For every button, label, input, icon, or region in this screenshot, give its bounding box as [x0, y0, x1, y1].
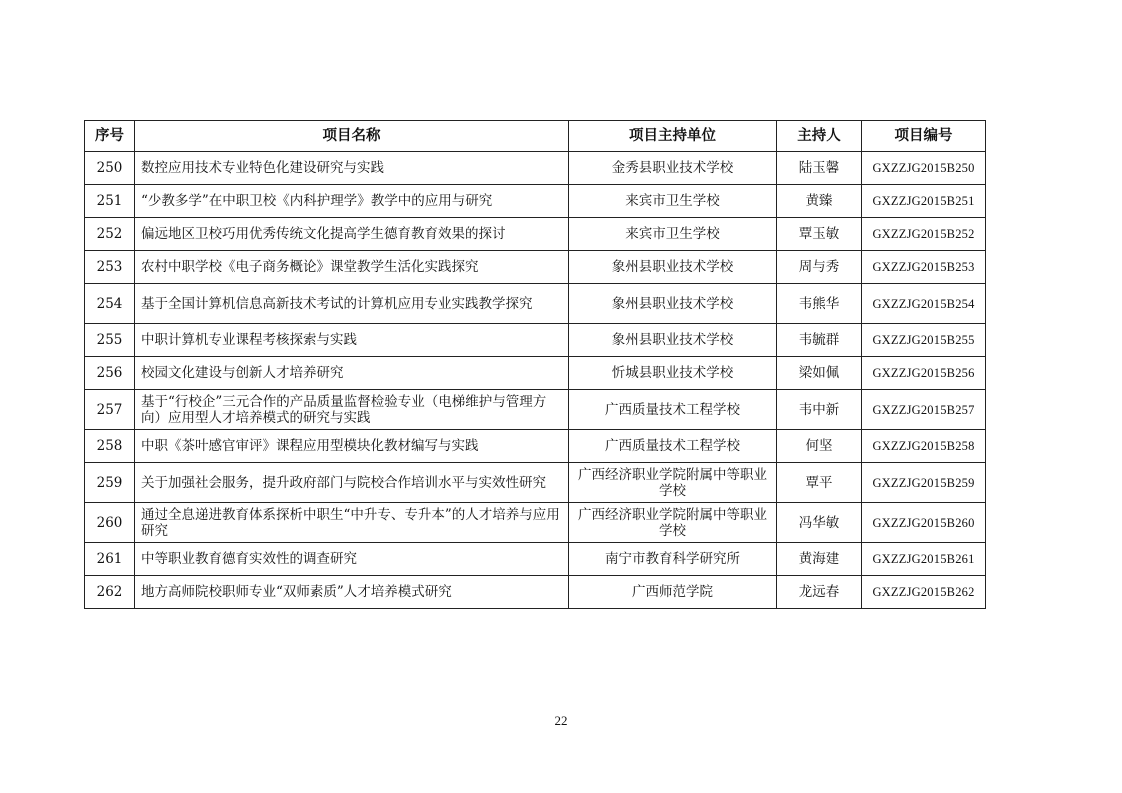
cell-no: 260: [85, 503, 135, 543]
cell-unit: 南宁市教育科学研究所: [569, 543, 777, 576]
table-row: [85, 503, 986, 543]
table-row: [85, 543, 986, 576]
header-name: 项目名称: [135, 121, 569, 152]
cell-unit: 忻城县职业技术学校: [569, 357, 777, 390]
cell-no: 257: [85, 390, 135, 430]
cell-unit: 广西质量技术工程学校: [569, 390, 777, 430]
cell-name: 中职《茶叶感官审评》课程应用型模块化教材编写与实践: [135, 430, 569, 463]
cell-host: 冯华敏: [777, 503, 862, 543]
cell-unit: 来宾市卫生学校: [569, 218, 777, 251]
cell-host: 覃平: [777, 463, 862, 503]
cell-no: 258: [85, 430, 135, 463]
cell-host: 黄臻: [777, 185, 862, 218]
cell-no: 254: [85, 284, 135, 324]
cell-name: 农村中职学校《电子商务概论》课堂教学生活化实践探究: [135, 251, 569, 284]
cell-code: GXZZJG2015B253: [862, 251, 986, 284]
table-row: [85, 218, 986, 251]
table-row: [85, 390, 986, 430]
page-number: 22: [554, 713, 568, 728]
cell-name: 偏远地区卫校巧用优秀传统文化提高学生德育教育效果的探讨: [135, 218, 569, 251]
cell-no: 250: [85, 152, 135, 185]
cell-host: 陆玉馨: [777, 152, 862, 185]
cell-name: 通过全息递进教育体系探析中职生“中升专、专升本”的人才培养与应用研究: [135, 503, 569, 543]
cell-name: 地方高师院校职师专业“双师素质”人才培养模式研究: [135, 576, 569, 609]
cell-no: 256: [85, 357, 135, 390]
cell-host: 覃玉敏: [777, 218, 862, 251]
cell-code: GXZZJG2015B250: [862, 152, 986, 185]
cell-code: GXZZJG2015B258: [862, 430, 986, 463]
table-row: [85, 284, 986, 324]
cell-unit: 金秀县职业技术学校: [569, 152, 777, 185]
cell-name: “少教多学”在中职卫校《内科护理学》教学中的应用与研究: [135, 185, 569, 218]
table-row: [85, 576, 986, 609]
table-row: [85, 185, 986, 218]
cell-host: 韦熊华: [777, 284, 862, 324]
cell-code: GXZZJG2015B259: [862, 463, 986, 503]
cell-unit: 象州县职业技术学校: [569, 284, 777, 324]
cell-no: 261: [85, 543, 135, 576]
cell-host: 韦中新: [777, 390, 862, 430]
cell-host: 韦毓群: [777, 324, 862, 357]
header-no: 序号: [85, 121, 135, 152]
table-row: [85, 430, 986, 463]
table-row: [85, 324, 986, 357]
cell-unit: 象州县职业技术学校: [569, 251, 777, 284]
cell-unit: 广西经济职业学院附属中等职业学校: [569, 463, 777, 503]
cell-code: GXZZJG2015B261: [862, 543, 986, 576]
cell-code: GXZZJG2015B254: [862, 284, 986, 324]
table-row: [85, 463, 986, 503]
cell-host: 梁如佩: [777, 357, 862, 390]
cell-no: 252: [85, 218, 135, 251]
header-host: 主持人: [777, 121, 862, 152]
table-header-row: [85, 121, 986, 152]
cell-name: 中等职业教育德育实效性的调查研究: [135, 543, 569, 576]
cell-name: 校园文化建设与创新人才培养研究: [135, 357, 569, 390]
project-table: [84, 120, 986, 609]
cell-code: GXZZJG2015B255: [862, 324, 986, 357]
cell-name: 基于全国计算机信息高新技术考试的计算机应用专业实践教学探究: [135, 284, 569, 324]
table-row: [85, 357, 986, 390]
table-row: [85, 251, 986, 284]
cell-code: GXZZJG2015B256: [862, 357, 986, 390]
table-row: [85, 152, 986, 185]
cell-no: 255: [85, 324, 135, 357]
cell-host: 龙远春: [777, 576, 862, 609]
cell-code: GXZZJG2015B257: [862, 390, 986, 430]
cell-code: GXZZJG2015B262: [862, 576, 986, 609]
cell-name: 中职计算机专业课程考核探索与实践: [135, 324, 569, 357]
cell-no: 253: [85, 251, 135, 284]
cell-unit: 广西经济职业学院附属中等职业学校: [569, 503, 777, 543]
cell-unit: 广西师范学院: [569, 576, 777, 609]
header-unit: 项目主持单位: [569, 121, 777, 152]
cell-code: GXZZJG2015B251: [862, 185, 986, 218]
cell-name: 数控应用技术专业特色化建设研究与实践: [135, 152, 569, 185]
cell-name: 关于加强社会服务，提升政府部门与院校合作培训水平与实效性研究: [135, 463, 569, 503]
cell-host: 周与秀: [777, 251, 862, 284]
cell-host: 何坚: [777, 430, 862, 463]
cell-no: 259: [85, 463, 135, 503]
cell-host: 黄海建: [777, 543, 862, 576]
cell-unit: 来宾市卫生学校: [569, 185, 777, 218]
header-code: 项目编号: [862, 121, 986, 152]
cell-no: 262: [85, 576, 135, 609]
cell-unit: 广西质量技术工程学校: [569, 430, 777, 463]
cell-code: GXZZJG2015B260: [862, 503, 986, 543]
cell-name: 基于“行校企”三元合作的产品质量监督检验专业（电梯维护与管理方向）应用型人才培养模式的研究与实践: [135, 390, 569, 430]
cell-no: 251: [85, 185, 135, 218]
cell-code: GXZZJG2015B252: [862, 218, 986, 251]
cell-unit: 象州县职业技术学校: [569, 324, 777, 357]
